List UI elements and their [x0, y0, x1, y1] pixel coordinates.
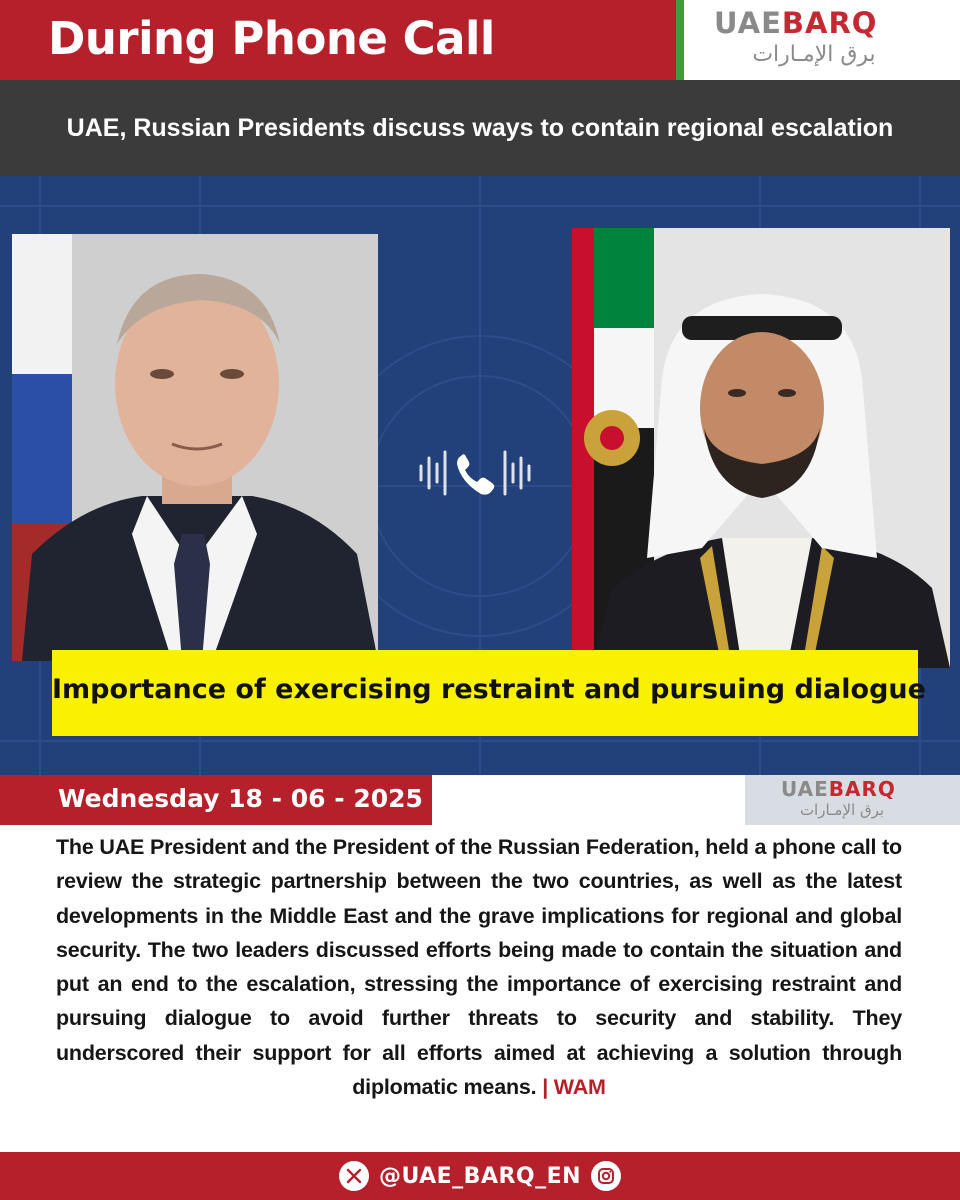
subheadline: UAE, Russian Presidents discuss ways to contain regional escalation: [66, 114, 894, 142]
brand-logo-small: [745, 775, 960, 825]
instagram-icon[interactable]: [591, 1161, 621, 1191]
brand-logo: [684, 0, 960, 80]
highlight-text: Importance of exercising restraint and pursuing dialogue: [52, 674, 926, 705]
headline: During Phone Call: [48, 12, 495, 65]
header-bar: [0, 0, 960, 80]
article-text: The UAE President and the President of the Russian Federation, held a phone call to review the strategic partnership between the two countries, as well as the latest developments in the Middle East and the grave implications for regional and global security. The two leaders discussed efforts being made to contain the situation and put an end to the escalation, stressing the importance of exercising restraint and pursuing dialogue to avoid further threats to security and stability. They underscored their support for all efforts aimed at achieving a solution through diplomatic means.: [56, 835, 902, 1100]
logo-arabic: برق الإمـارات: [752, 42, 876, 67]
date-text: Wednesday 18 - 06 - 2025: [58, 784, 423, 813]
date-banner: [0, 775, 432, 825]
subheadline-bar: [0, 80, 960, 176]
article-body: [56, 830, 902, 1104]
social-handle[interactable]: @UAE_BARQ_EN: [378, 1163, 582, 1189]
logo-arabic-small: برق الإمـارات: [799, 801, 885, 819]
article-source: | WAM: [542, 1075, 606, 1100]
logo-wordmark-small: UAEBARQ: [781, 777, 896, 801]
x-logo-icon[interactable]: [339, 1161, 369, 1191]
accent-stripe: [676, 0, 684, 80]
highlight-banner: [52, 650, 926, 736]
footer-bar: [0, 1152, 960, 1200]
logo-wordmark: UAEBARQ: [714, 6, 878, 40]
phone-call-icon: [415, 438, 535, 508]
portrait-uae-president: [572, 228, 950, 668]
portrait-russian-president: [12, 234, 378, 661]
headline-banner: [0, 0, 676, 80]
